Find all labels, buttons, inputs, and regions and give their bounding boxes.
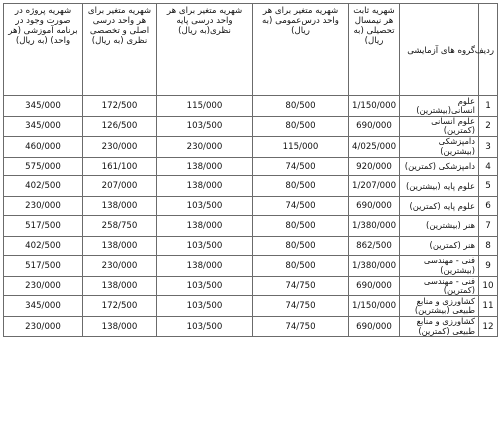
cell-fixed-tuition: 862/500 [349, 237, 400, 256]
cell-variable-core: 230/000 [83, 255, 157, 276]
cell-project-tuition: 345/000 [4, 96, 83, 117]
cell-project-tuition: 230/000 [4, 317, 83, 337]
cell-variable-core: 161/100 [83, 157, 157, 176]
table-row [4, 96, 498, 117]
cell-row-number: 2 [479, 117, 498, 137]
cell-group: دامپزشکی (بیشترین) [400, 136, 479, 157]
cell-variable-core: 172/500 [83, 296, 157, 317]
cell-row-number: 9 [479, 255, 498, 276]
cell-row-number: 12 [479, 317, 498, 337]
cell-fixed-tuition: 690/000 [349, 197, 400, 216]
cell-fixed-tuition: 690/000 [349, 117, 400, 137]
cell-project-tuition: 345/000 [4, 296, 83, 317]
cell-variable-basic: 138/000 [157, 216, 253, 237]
cell-group: علوم پایه (بیشترین) [400, 176, 479, 197]
cell-group: علوم پایه (کمترین) [400, 197, 479, 216]
cell-row-number: 7 [479, 216, 498, 237]
cell-fixed-tuition: 1/150/000 [349, 296, 400, 317]
cell-group: هنر (بیشترین) [400, 216, 479, 237]
cell-variable-general: 80/500 [253, 176, 349, 197]
cell-group: علوم انسانی(بیشترین) [400, 96, 479, 117]
cell-variable-core: 138/000 [83, 237, 157, 256]
cell-fixed-tuition: 1/380/000 [349, 216, 400, 237]
table-row [4, 176, 498, 197]
cell-variable-basic: 103/500 [157, 117, 253, 137]
cell-project-tuition: 460/000 [4, 136, 83, 157]
cell-group: دامپزشکی (کمترین) [400, 157, 479, 176]
cell-group: علوم انسانی (کمترین) [400, 117, 479, 137]
table-body [4, 96, 498, 337]
cell-fixed-tuition: 1/150/000 [349, 96, 400, 117]
cell-row-number: 6 [479, 197, 498, 216]
cell-fixed-tuition: 1/380/000 [349, 255, 400, 276]
cell-variable-basic: 103/500 [157, 197, 253, 216]
cell-variable-core: 230/000 [83, 136, 157, 157]
cell-group: کشاورزی و منابع طبیعی (بیشترین) [400, 296, 479, 317]
table-row [4, 216, 498, 237]
cell-project-tuition: 345/000 [4, 117, 83, 137]
cell-variable-general: 80/500 [253, 216, 349, 237]
header-row [4, 4, 498, 96]
table-row [4, 255, 498, 276]
header-variable-basic: شهریه متغیر برای هر واحد درسی پایه نظری(به ریال) [157, 4, 253, 96]
cell-fixed-tuition: 920/000 [349, 157, 400, 176]
cell-variable-basic: 230/000 [157, 136, 253, 157]
cell-fixed-tuition: 4/025/000 [349, 136, 400, 157]
cell-row-number: 11 [479, 296, 498, 317]
cell-variable-general: 80/500 [253, 117, 349, 137]
cell-fixed-tuition: 690/000 [349, 317, 400, 337]
cell-variable-core: 258/750 [83, 216, 157, 237]
cell-variable-general: 74/750 [253, 276, 349, 296]
cell-variable-basic: 138/000 [157, 176, 253, 197]
cell-variable-basic: 103/500 [157, 237, 253, 256]
cell-project-tuition: 230/000 [4, 197, 83, 216]
cell-variable-general: 74/750 [253, 317, 349, 337]
cell-project-tuition: 517/500 [4, 255, 83, 276]
cell-variable-core: 207/000 [83, 176, 157, 197]
table-row [4, 117, 498, 137]
cell-row-number: 4 [479, 157, 498, 176]
cell-variable-general: 80/500 [253, 96, 349, 117]
table-row [4, 296, 498, 317]
cell-variable-general: 80/500 [253, 255, 349, 276]
cell-row-number: 3 [479, 136, 498, 157]
header-fixed-tuition: شهریه ثابت هر نیمسال تحصیلی (به ریال) [349, 4, 400, 96]
cell-group: فنی - مهندسی (کمترین) [400, 276, 479, 296]
cell-project-tuition: 575/000 [4, 157, 83, 176]
header-project-tuition: شهریه پروژه در صورت وجود در برنامه آموزشی (هر واحد) (به ریال) [4, 4, 83, 96]
cell-variable-core: 126/500 [83, 117, 157, 137]
header-group: گروه های آزمایشی [400, 4, 479, 96]
cell-fixed-tuition: 1/207/000 [349, 176, 400, 197]
cell-project-tuition: 517/500 [4, 216, 83, 237]
cell-variable-basic: 138/000 [157, 157, 253, 176]
cell-variable-general: 115/000 [253, 136, 349, 157]
cell-row-number: 5 [479, 176, 498, 197]
cell-variable-basic: 138/000 [157, 255, 253, 276]
cell-project-tuition: 230/000 [4, 276, 83, 296]
cell-variable-basic: 103/500 [157, 296, 253, 317]
table-row [4, 157, 498, 176]
cell-project-tuition: 402/500 [4, 176, 83, 197]
cell-variable-general: 74/750 [253, 296, 349, 317]
cell-project-tuition: 402/500 [4, 237, 83, 256]
cell-row-number: 8 [479, 237, 498, 256]
cell-variable-core: 138/000 [83, 197, 157, 216]
cell-fixed-tuition: 690/000 [349, 276, 400, 296]
cell-row-number: 10 [479, 276, 498, 296]
cell-group: فنی - مهندسی (بیشترین) [400, 255, 479, 276]
cell-group: کشاورزی و منابع طبیعی (کمترین) [400, 317, 479, 337]
table-row [4, 237, 498, 256]
cell-variable-core: 172/500 [83, 96, 157, 117]
cell-variable-general: 80/500 [253, 237, 349, 256]
cell-variable-general: 74/500 [253, 157, 349, 176]
header-row-number: ردیف [479, 4, 498, 96]
header-variable-general: شهریه متغیر برای هر واحد درس‌عمومی (به ریال) [253, 4, 349, 96]
cell-row-number: 1 [479, 96, 498, 117]
cell-variable-core: 138/000 [83, 276, 157, 296]
table-row [4, 276, 498, 296]
cell-variable-basic: 103/500 [157, 317, 253, 337]
cell-variable-basic: 115/000 [157, 96, 253, 117]
header-variable-core: شهریه متغیر برای هر واحد درسی اصلی و تخصصی نظری (به ریال) [83, 4, 157, 96]
cell-variable-core: 138/000 [83, 317, 157, 337]
cell-variable-basic: 103/500 [157, 276, 253, 296]
table-row [4, 317, 498, 337]
table-row [4, 136, 498, 157]
cell-group: هنر (کمترین) [400, 237, 479, 256]
table-row [4, 197, 498, 216]
tuition-table [3, 3, 498, 337]
cell-variable-general: 74/500 [253, 197, 349, 216]
